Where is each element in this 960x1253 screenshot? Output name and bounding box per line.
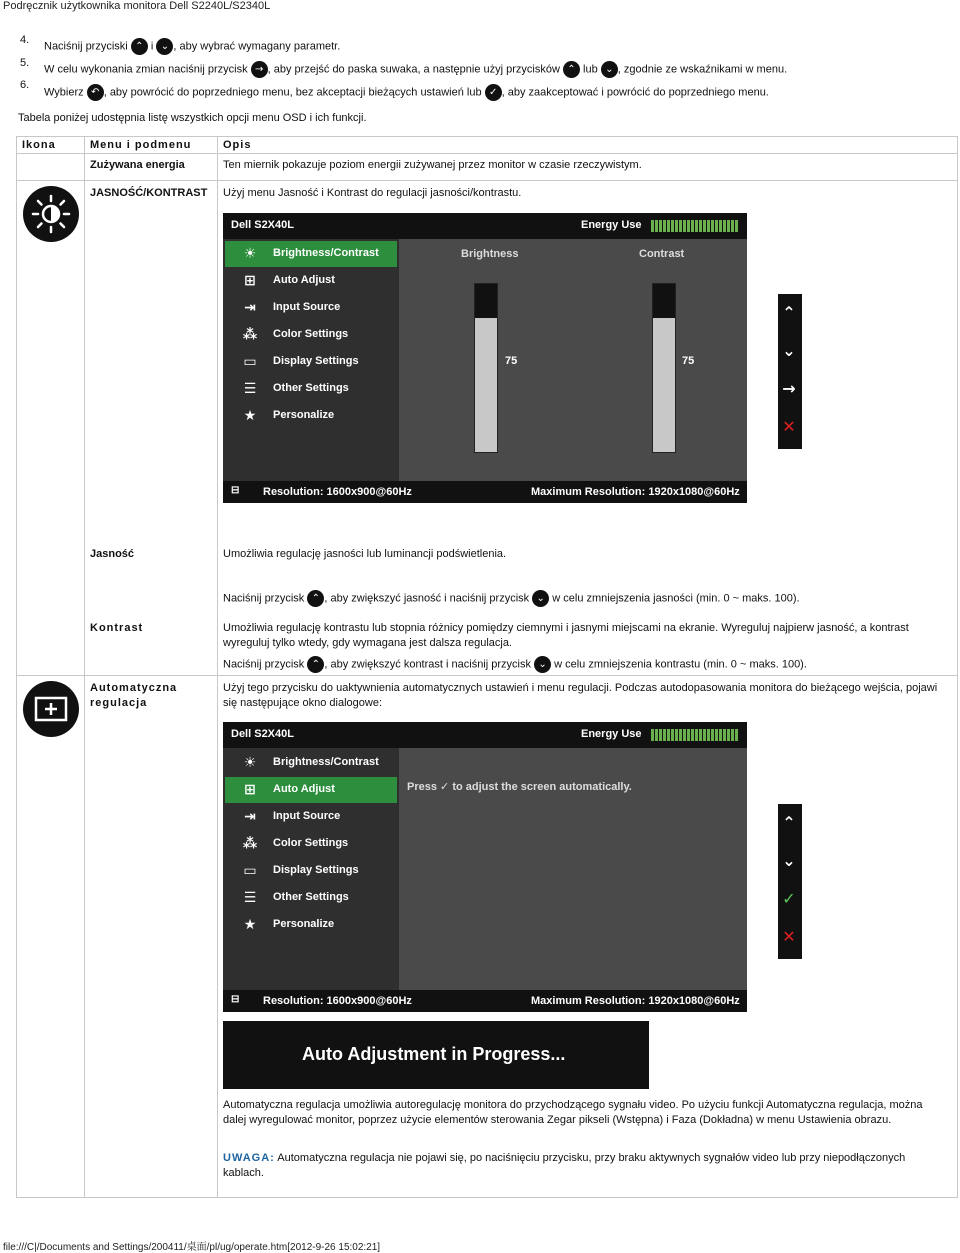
down-button-icon[interactable]: ⌄ [782,341,796,360]
step-text: Naciśnij przyciski [44,40,128,53]
header-icon: Ikona [22,139,56,151]
check-icon: ✓ [440,780,450,793]
slider-fill [653,284,675,318]
menu-auto-adjust: Automatyczna regulacja [90,682,178,709]
menu-brightness: Jasność [90,548,135,560]
osd-menu-item[interactable] [225,241,397,267]
osd-menu-label: Brightness/Contrast [273,247,379,259]
resolution-text: Resolution: 1600x900@60Hz [263,486,412,498]
step-4-text [44,38,340,55]
down-button-icon: ⌄ [532,590,549,607]
osd-energy-label: Energy Use [581,219,642,231]
check-icon[interactable]: ✓ [782,889,796,908]
document-header: Podręcznik użytkownika monitora Dell S2240L/S2340L [3,0,271,12]
max-resolution-text: Maximum Resolution: 1920x1080@60Hz [531,995,740,1007]
personalize-icon: ★ [243,408,257,424]
osd-menu-item[interactable] [225,885,397,911]
resolution-text: Resolution: 1600x900@60Hz [263,995,412,1007]
right-arrow-button-icon: → [251,61,268,78]
row-divider [16,675,958,676]
progress-text: Auto Adjustment in Progress... [302,1044,566,1064]
osd-menu-item[interactable] [225,268,397,294]
instruction-text: , aby zwiększyć kontrast i naciśnij przycisk [324,658,531,671]
column-divider [84,136,85,1198]
close-icon[interactable]: ✕ [782,417,796,436]
down-button-icon: ⌄ [601,61,618,78]
osd-menu-label: Other Settings [273,891,349,903]
display-settings-icon: ▭ [243,863,257,879]
osd-screenshot-brightness [223,213,747,503]
osd-menu-item[interactable] [225,322,397,348]
brightness-slider[interactable] [474,283,498,453]
contrast-slider[interactable] [652,283,676,453]
auto-adjust-details: Automatyczna regulacja umożliwia autoregulację monitora do przychodzącego sygnału video. Po użyciu funkcji Automatyczna regulacja, można dalej wyregulować monitor, poprzez użycie elementów sterowania Zegar pikseli (Wstępna) i Faza (Dokładna) w menu Ustawienia obrazu. [223,1099,923,1126]
up-button-icon[interactable]: ⌃ [782,813,796,832]
instruction-text: , aby zwiększyć jasność i naciśnij przycisk [324,592,530,605]
energy-description: Ten miernik pokazuje poziom energii zużywanej przez monitor w czasie rzeczywistym. [223,159,642,171]
instruction-text: Naciśnij przycisk [223,592,305,605]
osd-menu-item[interactable] [225,831,397,857]
step-text: , zgodnie ze wskaźnikami w menu. [617,63,788,76]
osd-menu-item[interactable] [225,750,397,776]
energy-meter [651,729,739,741]
column-divider [217,136,218,1198]
menu-contrast: Kontrast [90,622,144,634]
osd-title-bar [223,213,747,239]
step-text: Wybierz [44,86,84,99]
osd-menu-label: Personalize [273,409,335,421]
up-button-icon: ⌃ [563,61,580,78]
osd-menu-item[interactable] [225,349,397,375]
step-text: i [150,40,154,53]
brightness-icon: ☀ [243,755,257,771]
color-settings-icon: ⁂ [242,836,258,852]
table-border [957,136,958,1198]
prompt-text: Press [407,781,437,793]
osd-menu-list [223,239,399,481]
osd-menu-item[interactable] [225,777,397,803]
max-resolution-text: Maximum Resolution: 1920x1080@60Hz [531,486,740,498]
step-5-text [44,61,787,78]
slider-fill [475,284,497,318]
osd-status-bar [223,990,747,1012]
brightness-contrast-description: Użyj menu Jasność i Kontrast do regulacji jasności/kontrastu. [223,187,522,199]
osd-menu-label: Color Settings [273,837,349,849]
brightness-label: Brightness [461,248,519,260]
row-divider [16,153,958,154]
personalize-icon: ★ [243,917,257,933]
prompt-text: to adjust the screen automatically. [452,781,632,793]
osd-menu-item[interactable] [225,858,397,884]
osd-screenshot-auto-adjust [223,722,747,1012]
vga-connector-icon: ⊟ [231,994,240,1005]
header-menu: Menu i podmenu [90,139,192,151]
down-button-icon: ⌄ [156,38,173,55]
osd-menu-label: Color Settings [273,328,349,340]
osd-menu-label: Display Settings [273,864,359,876]
osd-menu-label: Display Settings [273,355,359,367]
step-text: , aby przejść do paska suwaka, a następnie użyj przycisków [267,63,560,76]
auto-adjust-icon: ⊞ [244,782,256,798]
osd-menu-item[interactable] [225,295,397,321]
osd-menu-label: Other Settings [273,382,349,394]
osd-model-name: Dell S2X40L [231,728,294,740]
contrast-description: Umożliwia regulację kontrastu lub stopnia różnicy pomiędzy ciemnymi i jasnymi miejscami na ekranie. Wyreguluj najpierw jasność, a kontrast wyreguluj tylko wtedy, gdy wymagana jest dalsza regulacja. [223,622,909,649]
contrast-label: Contrast [639,248,685,260]
step-number: 6. [20,79,30,91]
auto-adjust-description: Użyj tego przycisku do uaktywnienia automatycznych ustawień i menu regulacji. Podczas autodopasowania monitora do bieżącego wejścia, pojawi się następujące okno dialogowe: [223,682,938,709]
step-number: 5. [20,57,30,69]
osd-menu-label: Input Source [273,810,341,822]
table-border [16,1197,958,1198]
menu-brightness-contrast: JASNOŚĆ/KONTRAST [90,187,208,199]
osd-title-bar [223,722,747,748]
step-text: , aby wybrać wymagany parametr. [173,40,341,53]
up-button-icon: ⌃ [307,656,324,673]
step-text: W celu wykonania zmian naciśnij przycisk [44,63,248,76]
auto-adjust-prompt [407,780,632,793]
osd-menu-list [223,748,399,990]
brightness-instructions [223,590,800,607]
osd-menu-item[interactable] [225,804,397,830]
down-button-icon: ⌄ [534,656,551,673]
up-button-icon: ⌃ [131,38,148,55]
color-settings-icon: ⁂ [242,327,258,343]
instruction-text: w celu zmniejszenia kontrastu (min. 0 ~ maks. 100). [554,658,807,671]
contrast-instructions [223,656,807,673]
table-border [16,136,17,1198]
osd-options-table [16,136,958,1198]
osd-status-bar [223,481,747,503]
osd-menu-item[interactable] [225,376,397,402]
header-description: Opis [223,139,252,151]
vga-connector-icon: ⊟ [231,485,240,496]
osd-menu-label: Personalize [273,918,335,930]
note-label: UWAGA: [223,1152,275,1164]
step-text: lub [583,63,598,76]
display-settings-icon: ▭ [243,354,257,370]
step-number: 4. [20,34,30,46]
check-button-icon: ✓ [485,84,502,101]
auto-adjust-note [223,1151,943,1181]
contrast-value: 75 [682,355,695,367]
menu-energy-use: Zużywana energia [90,159,185,171]
brightness-contrast-icon [23,186,79,242]
osd-control-buttons [778,294,802,449]
input-source-icon: ⇥ [244,809,256,825]
other-settings-icon: ☰ [243,381,257,397]
osd-control-buttons [778,804,802,959]
instruction-text: Naciśnij przycisk [223,658,305,671]
osd-menu-label: Auto Adjust [273,783,335,795]
close-icon[interactable]: ✕ [782,927,796,946]
back-button-icon: ↶ [87,84,104,101]
up-button-icon: ⌃ [307,590,324,607]
step-text: , aby zaakceptować i powrócić do poprzedniego menu. [501,86,769,99]
auto-adjust-icon: ⊞ [244,273,256,289]
brightness-description: Umożliwia regulację jasności lub luminancji podświetlenia. [223,548,507,560]
input-source-icon: ⇥ [244,300,256,316]
brightness-value: 75 [505,355,518,367]
osd-model-name: Dell S2X40L [231,219,294,231]
table-border [16,136,958,137]
down-button-icon[interactable]: ⌄ [782,851,796,870]
other-settings-icon: ☰ [243,890,257,906]
instruction-text: w celu zmniejszenia jasności (min. 0 ~ maks. 100). [552,592,800,605]
up-button-icon[interactable]: ⌃ [782,303,796,322]
osd-menu-label: Brightness/Contrast [273,756,379,768]
osd-menu-item[interactable] [225,403,397,429]
brightness-icon: ☀ [243,246,257,262]
row-divider [16,180,958,181]
auto-adjust-progress-banner [223,1021,649,1089]
osd-menu-item[interactable] [225,912,397,938]
energy-meter [651,220,739,232]
osd-energy-label: Energy Use [581,728,642,740]
note-text: Automatyczna regulacja nie pojawi się, po naciśnięciu przycisku, przy braku aktywnych sygnałów video lub przy niepodłączonych kablach. [223,1152,906,1179]
auto-adjust-icon [23,681,79,737]
osd-menu-label: Auto Adjust [273,274,335,286]
intro-text: Tabela poniżej udostępnia listę wszystkich opcji menu OSD i ich funkcji. [18,112,367,124]
step-6-text [44,84,769,101]
osd-menu-label: Input Source [273,301,341,313]
document-footer: file:///C|/Documents and Settings/200411/桌面/pl/ug/operate.htm[2012-9-26 15:02:21] [3,1242,381,1253]
step-text: , aby powrócić do poprzedniego menu, bez akceptacji bieżących ustawień lub [103,86,482,99]
right-arrow-icon[interactable]: → [782,379,796,398]
